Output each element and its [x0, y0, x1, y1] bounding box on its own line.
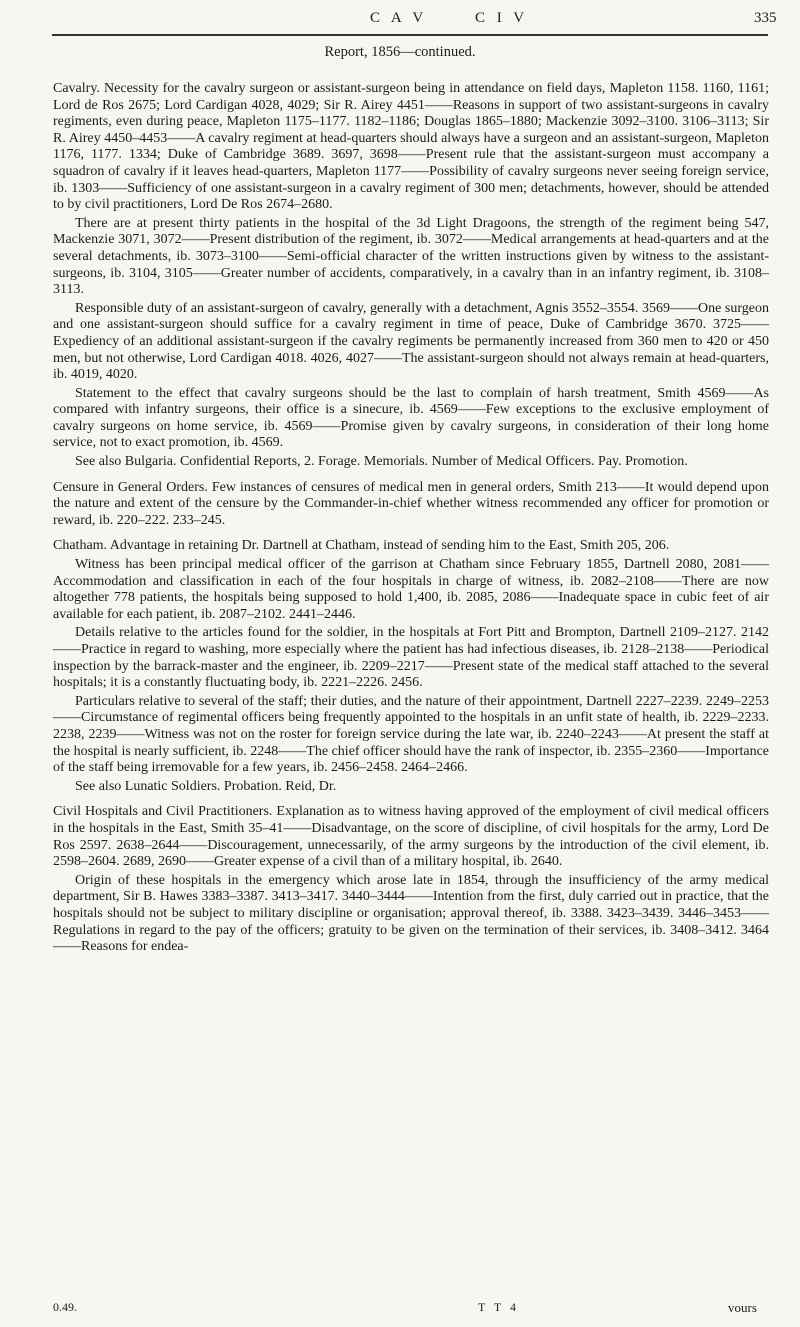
sheet-number: 0.49.	[53, 1300, 77, 1314]
catchword: vours	[728, 1300, 757, 1315]
paragraph-civil-hospitals-2: Origin of these hospitals in the emergency which arose late in 1854, through the insufficiency of the army medical department, Sir B. Hawes 3383–3387. 3413–3417. 3440–3444——Intention from the first, duly carried out in practice, that the hospitals should not be subject to military discipline or organisation; approval thereof, ib. 3388. 3423–3439. 3446–3453——Regulations in regard to the pay of the officers; gratuity to be given on the termination of their services, ib. 3408–3412. 3464——Reasons for endea-	[53, 872, 769, 955]
see-also-cavalry: See also Bulgaria. Confidential Reports, 2. Forage. Memorials. Number of Medical Officers. Pay. Promotion.	[75, 454, 688, 470]
paragraph-chatham-2: Witness has been principal medical officer of the garrison at Chatham since February 1855, Dartnell 2080, 2081——Accommodation and classification in each of the four hospitals in charge of witness, ib. 2082–2108——There are now altogether 778 patients, the hospitals being supposed to hold 1,400, ib. 2085, 2086——Inadequate space in cubic feet of air available for each patient, ib. 2087–2102. 2441–2446.	[53, 557, 769, 622]
header-rule	[52, 34, 768, 36]
entry-censure: Censure in General Orders. Few instances of censures of medical men in general orders, Smith 213——It would depend upon the nature and extent of the censure by the Commander-in-chief whether witness recommended any officer for promotion or reward, ib. 220–222. 233–245.	[53, 479, 769, 528]
see-also-chatham: See also Lunatic Soldiers. Probation. Reid, Dr.	[75, 778, 337, 794]
signature-mark: T T 4	[478, 1300, 520, 1314]
entry-chatham: Chatham. Advantage in retaining Dr. Dartnell at Chatham, instead of sending him to the East, Smith 205, 206.	[53, 538, 670, 554]
report-subtitle: Report, 1856—continued.	[324, 44, 476, 60]
paragraph-cavalry-4: Statement to the effect that cavalry surgeons should be the last to complain of harsh treatment, Smith 4569——As compared with infantry surgeons, their office is a sinecure, ib. 4569——Few exceptions to the exclusive employment of cavalry surgeons on home service, ib. 4569——Promise given by cavalry surgeons, in consideration of their long home service, not to exact promotion, ib. 4569.	[53, 385, 769, 451]
paragraph-chatham-4: Particulars relative to several of the staff; their duties, and the nature of their appointment, Dartnell 2227–2239. 2249–2253——Circumstance of regimental officers being frequently appointed to the hospitals in an unfit state of health, ib. 2229–2233. 2238, 2239——Witness was not on the roster for foreign service during the late war, ib. 2240–2243——At present the staff at the hospital is nearly sufficient, ib. 2248——The chief officer should have the rank of inspector, ib. 2355–2360——Importance of the staff being irremovable for a few years, ib. 2456–2458. 2464–2466.	[53, 693, 769, 776]
paragraph-cavalry-3: Responsible duty of an assistant-surgeon of cavalry, generally with a detachment, Agnis 3552–3554. 3569——One surgeon and one assistant-surgeon should suffice for a cavalry regiment in time of peace, Duke of Cambridge 3670. 3725——Expediency of an additional assistant-surgeon if the cavalry regiments be permanently increased from 360 men to 420 or 450 men, but not otherwise, Lord Cardigan 4018. 4026, 4027——The assistant-surgeon should not always remain at head-quarters, ib. 4019, 4020.	[53, 300, 769, 383]
paragraph-cavalry-2: There are at present thirty patients in the hospital of the 3d Light Dragoons, the strength of the regiment being 547, Mackenzie 3071, 3072——Present distribution of the regiment, ib. 3072——Medical arrangements at head-quarters and at the several detachments, ib. 3073–3100——Semi-official character of the written instructions given by witness to the assistant-surgeons, ib. 3104, 3105——Greater number of accidents, comparatively, in a cavalry than in an infantry regiment, ib. 3108–3113.	[53, 215, 769, 298]
paragraph-chatham-3: Details relative to the articles found for the soldier, in the hospitals at Fort Pitt and Brompton, Dartnell 2109–2127. 2142——Practice in regard to washing, more especially where the patient has had infectious diseases, ib. 2128–2138——Periodical inspection by the barrack-master and the engineer, ib. 2209–2217——Present state of the medical staff attached to the several hospitals; it is a constantly fluctuating body, ib. 2221–2226. 2456.	[53, 625, 769, 691]
index-body	[53, 72, 769, 958]
entry-civil-hospitals: Civil Hospitals and Civil Practitioners. Explanation as to witness having approved of the employment of civil medical officers in the hospitals in the East, Smith 35–41——Disadvantage, on the score of discipline, of civil hospitals for the army, Lord De Ros 2597. 2638–2644——Discouragement, unnecessarily, of the army surgeons by the introduction of the civil element, ib. 2598–2604. 2689, 2690——Greater expense of a civil than of a military hospital, ib. 2640.	[53, 804, 769, 870]
running-head-right: C I V	[475, 10, 529, 26]
page-number: 335	[754, 10, 777, 26]
entry-cavalry: Cavalry. Necessity for the cavalry surgeon or assistant-surgeon being in attendance on field days, Mapleton 1158. 1160, 1161; Lord de Ros 2675; Lord Cardigan 4028, 4029; Sir R. Airey 4451——Reasons in support of two assistant-surgeons in cavalry regiments, even during peace, Mapleton 1175–1177. 1182–1186; Douglas 1865–1880; Mackenzie 3092–3100. 3106–3113; Sir R. Airey 4450–4453——A cavalry regiment at head-quarters should always have a surgeon and an assistant-surgeon, Mapleton 1176, 1177. 1334; Duke of Cambridge 3689. 3697, 3698——Present rule that the assistant-surgeon must accompany a squadron of cavalry if it leaves head-quarters, Mapleton 1177——Possibility of cavalry surgeons never seeing foreign service, ib. 1303——Sufficiency of one assistant-surgeon in a cavalry regiment of 300 men; detachments, however, should be attended to by civil practitioners, Lord De Ros 2674–2680.	[53, 81, 769, 213]
footer-sheet-number	[53, 1300, 520, 1315]
running-head-left: C A V	[370, 10, 428, 26]
